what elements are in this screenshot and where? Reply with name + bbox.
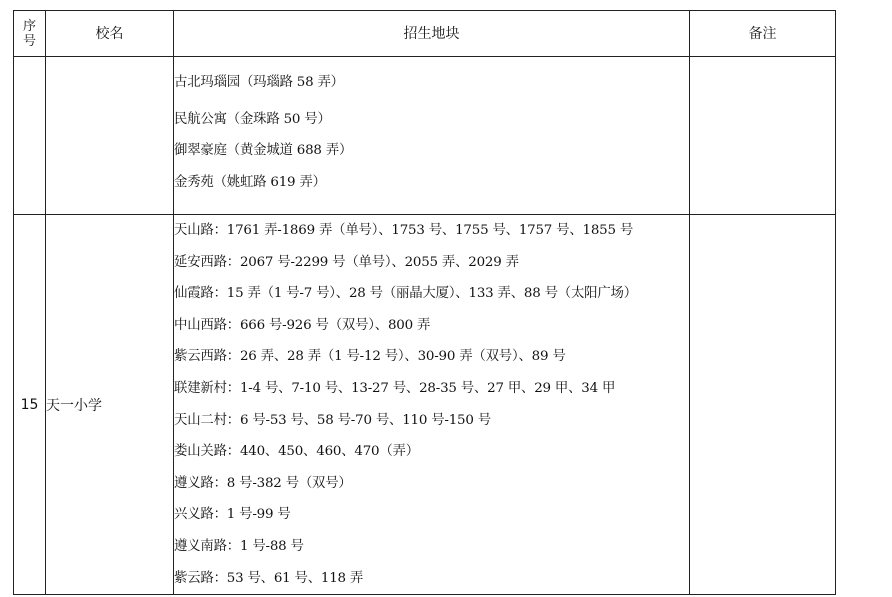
table-row <box>14 215 836 595</box>
header-note: 备注 <box>690 11 836 57</box>
row-school-name: 天一小学 <box>46 215 174 595</box>
area-line: 民航公寓（金珠路 50 号） <box>174 111 331 127</box>
area-line: 中山西路：666 号-926 号（双号）、800 弄 <box>174 317 431 333</box>
row-note <box>690 215 836 595</box>
enrollment-table <box>13 10 836 595</box>
header-row <box>14 11 836 57</box>
header-school-name: 校名 <box>46 11 174 57</box>
area-line: 金秀苑（姚虹路 619 弄） <box>174 174 326 190</box>
row-enrollment-area <box>174 215 690 595</box>
area-line: 仙霞路：15 弄（1 号-7 号）、28 号（丽晶大厦）、133 弄、88 号（太阳广场） <box>174 286 637 302</box>
area-line: 紫云路：53 号、61 号、118 弄 <box>174 570 364 586</box>
area-line: 娄山关路：440、450、460、470（弄） <box>174 444 419 460</box>
area-line: 兴义路：1 号-99 号 <box>174 507 291 523</box>
header-seq: 序 号 <box>14 11 46 57</box>
area-line: 紫云西路：26 弄、28 弄（1 号-12 号）、30-90 弄（双号）、89 号 <box>174 349 566 365</box>
row-seq: 15 <box>14 215 46 595</box>
area-line: 遵义南路：1 号-88 号 <box>174 538 304 554</box>
area-line: 天山路：1761 弄-1869 弄（单号）、1753 号、1755 号、1757 号、1855 号 <box>174 223 634 238</box>
row-note <box>690 57 836 215</box>
row-school-name <box>46 57 174 215</box>
area-line: 延安西路：2067 号-2299 号（单号）、2055 弄、2029 弄 <box>174 254 519 270</box>
row-enrollment-area <box>174 57 690 215</box>
header-enrollment-area: 招生地块 <box>174 11 690 57</box>
area-line: 遵义路：8 号-382 号（双号） <box>174 475 352 491</box>
area-line: 天山二村：6 号-53 号、58 号-70 号、110 号-150 号 <box>174 412 491 428</box>
row-seq <box>14 57 46 215</box>
area-line: 御翠豪庭（黄金城道 688 弄） <box>174 143 353 159</box>
area-line: 古北玛瑙园（玛瑙路 58 弄） <box>174 74 344 90</box>
table-row <box>14 57 836 215</box>
area-line: 联建新村：1-4 号、7-10 号、13-27 号、28-35 号、27 甲、29 甲、34 甲 <box>174 380 616 396</box>
